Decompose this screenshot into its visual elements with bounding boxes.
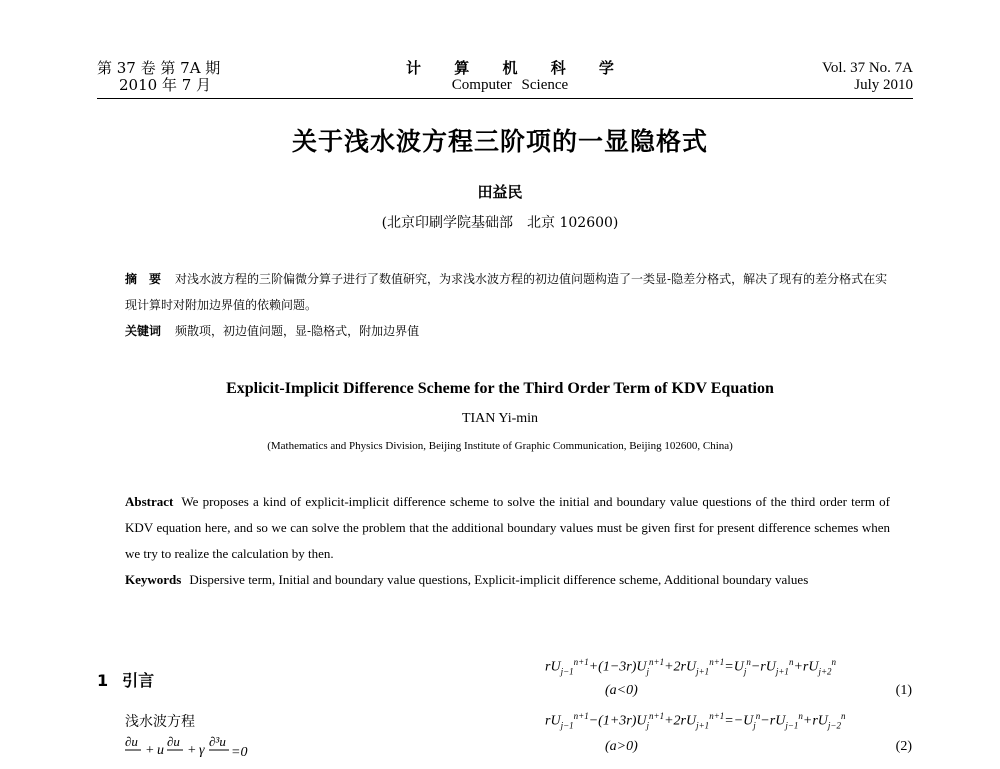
header-divider	[97, 98, 913, 99]
abstract-text-cn: 对浅水波方程的三阶偏微分算子进行了数值研究，为求浅水波方程的初边值问题构造了一类显-隐差分格式，解决了现有的差分格式在实现计算时对附加边界值的依赖问题。	[125, 272, 888, 312]
journal-name-cn: 计 算 机 科 学	[406, 59, 628, 77]
paper-title-cn: 关于浅水波方程三阶项的一显隐格式	[291, 127, 708, 156]
kdv-equation	[125, 734, 295, 769]
abstract-cn	[125, 266, 895, 318]
eq1-number: (1)	[895, 683, 912, 698]
volume-issue-cn: 第 37 卷 第 7A 期	[97, 59, 221, 77]
abstract-block-en	[125, 489, 890, 593]
header-volume-cn	[97, 60, 220, 94]
svg-text:∂u: ∂u	[167, 734, 180, 749]
svg-text:=0: =0	[231, 745, 248, 760]
section-number: 1	[97, 671, 109, 690]
affiliation-cn: (北京印刷学院基础部 北京 102600)	[381, 215, 619, 231]
svg-text:+: +	[145, 743, 155, 758]
abstract-en	[125, 489, 890, 567]
keywords-text-cn: 频散项，初边值问题，显-隐格式，附加边界值	[175, 324, 420, 338]
eq2-number: (2)	[895, 739, 912, 754]
affiliation-en: (Mathematics and Physics Division, Beijing Institute of Graphic Communication, Beijing 102600, China)	[267, 440, 733, 452]
journal-name-en: Computer Science	[451, 77, 569, 93]
paper-title-en: Explicit-Implicit Difference Scheme for the Third Order Term of KDV Equation	[226, 380, 774, 397]
difference-scheme-eq1: $rU_{j-1}^{n+1}+(1-3r)U_j^{n+1}+2rU_{j+1}^{n+1}=U_j^n-rU_{j+1}^n+rU_{j+2}^n$	[545, 657, 837, 677]
keywords-en	[125, 567, 890, 593]
section-body-text: 浅水波方程	[125, 714, 195, 730]
keywords-text-en: Dispersive term, Initial and boundary value questions, Explicit-implicit difference scheme, Additional boundary values	[189, 572, 809, 587]
author-en: TIAN Yi-min	[461, 411, 539, 426]
svg-text:γ: γ	[199, 743, 205, 758]
date-cn: 2010 年 7 月	[119, 76, 212, 94]
section-heading	[97, 668, 154, 691]
abstract-block-cn	[125, 266, 895, 344]
volume-issue-en: Vol. 37 No. 7A	[822, 60, 913, 76]
section-title: 引言	[122, 671, 155, 690]
svg-text:+: +	[187, 743, 197, 758]
svg-text:u: u	[157, 743, 164, 758]
eq2-condition: (a>0)	[605, 739, 638, 754]
author-cn: 田益民	[477, 183, 523, 201]
svg-text:∂u: ∂u	[125, 734, 138, 749]
header-volume-en	[822, 60, 913, 94]
header-journal	[380, 60, 640, 94]
abstract-label-en: Abstract	[125, 494, 174, 509]
svg-text:∂³u: ∂³u	[209, 734, 226, 749]
date-en: July 2010	[854, 77, 913, 93]
abstract-text-en: We proposes a kind of explicit-implicit difference scheme to solve the initial and boundary value questions of the third order term of KDV equation here, and so we can solve the problem that the additional boundary values must be given first for present difference schemes when we try to realize the calculation by then.	[125, 494, 890, 561]
difference-scheme-eq2: $rU_{j-1}^{n+1}-(1+3r)U_j^{n+1}+2rU_{j+1}^{n+1}=-U_j^n-rU_{j-1}^n+rU_{j-2}^n$	[545, 711, 846, 731]
eq1-condition: (a<0)	[605, 683, 638, 698]
keywords-cn	[125, 318, 895, 344]
keywords-label-en: Keywords	[125, 572, 182, 587]
abstract-label-cn: 摘 要	[125, 272, 162, 286]
keywords-label-cn: 关键词	[125, 324, 162, 338]
